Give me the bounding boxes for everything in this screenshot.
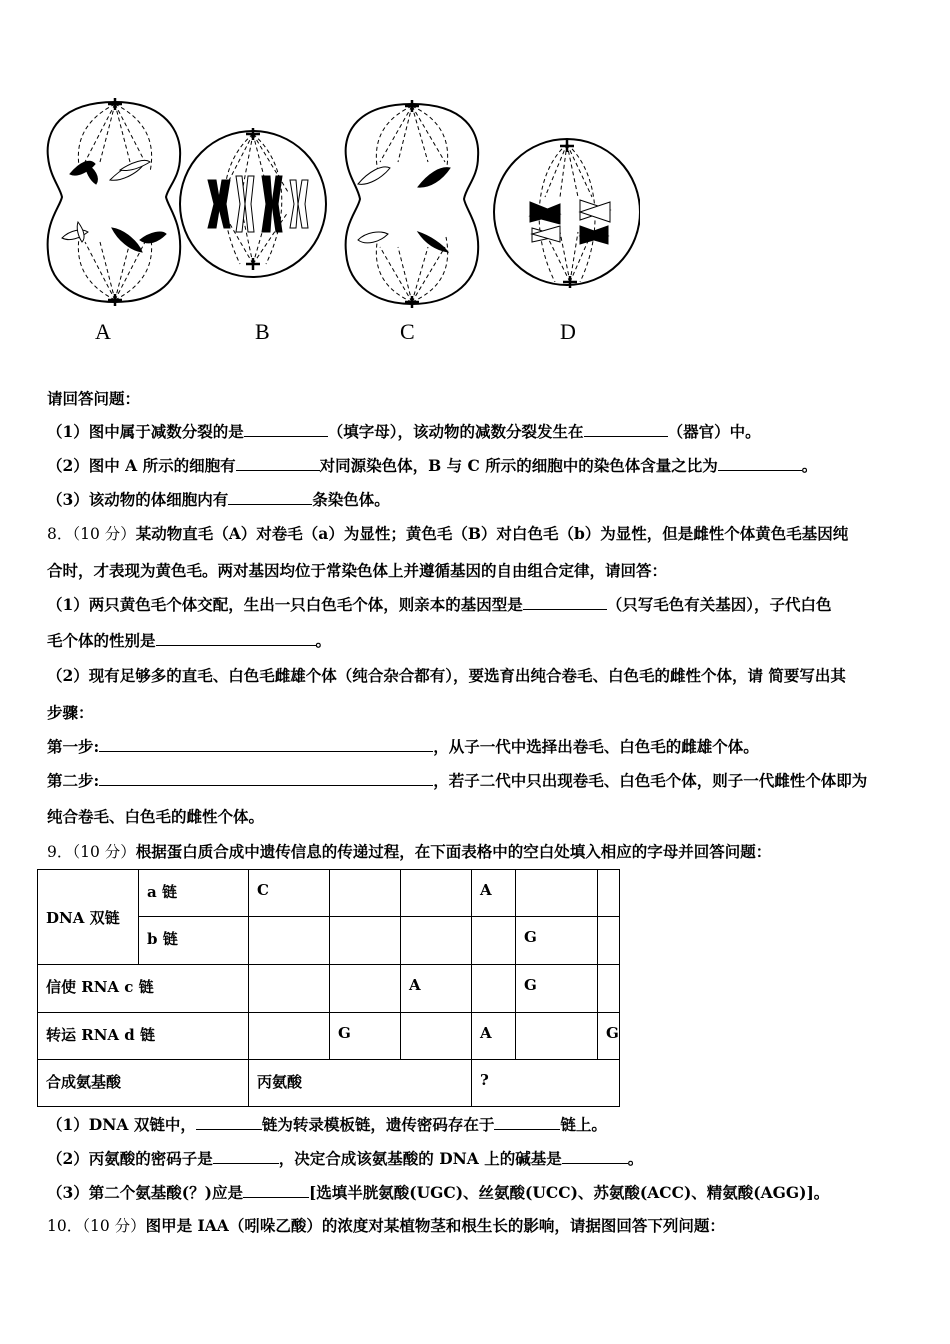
table-cell <box>330 870 401 917</box>
answer-blank[interactable] <box>562 1150 628 1164</box>
q8-part1-line2: 毛个体的性别是 。 <box>47 631 332 650</box>
q8-stem-line2: 合时，才表现为黄色毛。两对基因均位于常染色体上并遵循基因的自由组合定律，请回答： <box>47 561 668 580</box>
table-cell: G <box>516 965 598 1013</box>
answer-blank[interactable] <box>99 772 433 786</box>
answer-blank[interactable] <box>236 457 320 471</box>
q8-step1: 第一步: ，从子一代中选择出卷毛、白色毛的雌雄个体。 <box>47 737 759 756</box>
answer-blank[interactable] <box>228 491 312 505</box>
dna-label-cell: DNA 双链 <box>38 870 139 965</box>
table-cell <box>401 917 472 965</box>
q8-part2-line2: 步骤： <box>47 703 94 722</box>
table-cell <box>516 870 598 917</box>
table-cell: ? <box>472 1060 620 1107</box>
table-cell <box>598 965 620 1013</box>
answer-blank[interactable] <box>494 1116 560 1130</box>
q8-stem-line1: 8．（10 分）某动物直毛（A）对卷毛（a）为显性；黄色毛（B）对白色毛（b）为显性，但是雌性个体黄色毛基因纯 <box>47 524 849 543</box>
q10-stem: 10．（10 分）图甲是 IAA（吲哚乙酸）的浓度对某植物茎和根生长的影响，请据图回答下列问题： <box>47 1216 725 1235</box>
dna-table <box>37 869 620 1107</box>
q8-step2-cont: 纯合卷毛、白色毛的雌性个体。 <box>47 807 265 826</box>
cell-division-figure <box>40 92 640 352</box>
question-number: 10．（10 分） <box>47 1217 146 1235</box>
q8-part1-line1: （1）两只黄色毛个体交配，生出一只白色毛个体，则亲本的基因型是 （只写毛色有关基因），子代白色 <box>47 595 832 614</box>
c-chain-label: 信使 RNA c 链 <box>38 965 249 1013</box>
cell-diagrams <box>40 92 640 352</box>
intro-text: 请回答问题： <box>47 389 141 408</box>
q7-part2: （2）图中 A 所示的细胞有 对同源染色体，B 与 C 所示的细胞中的染色体含量之比为 。 <box>47 456 818 475</box>
table-cell: G <box>598 1013 620 1060</box>
fig-label-b: B <box>255 319 270 344</box>
table-cell <box>401 870 472 917</box>
answer-blank[interactable] <box>243 1184 309 1198</box>
q7-part1: （1）图中属于减数分裂的是 （填字母），该动物的减数分裂发生在 （器官）中。 <box>47 422 761 441</box>
table-cell <box>472 965 516 1013</box>
table-cell <box>249 1013 330 1060</box>
answer-blank[interactable] <box>584 423 668 437</box>
table-row <box>38 965 620 1013</box>
table-cell <box>330 965 401 1013</box>
answer-blank[interactable] <box>718 457 802 471</box>
answer-blank[interactable] <box>99 738 433 752</box>
table-row <box>38 1060 620 1107</box>
answer-blank[interactable] <box>156 632 316 646</box>
q8-step2: 第二步: ，若子二代中只出现卷毛、白色毛个体，则子一代雌性个体即为 <box>47 771 868 790</box>
b-chain-label: b 链 <box>139 917 249 965</box>
fig-label-c: C <box>400 319 415 344</box>
q9-part2: （2）丙氨酸的密码子是 ，决定合成该氨基酸的 DNA 上的碱基是 。 <box>47 1149 644 1168</box>
d-chain-label: 转运 RNA d 链 <box>38 1013 249 1060</box>
table-cell <box>598 917 620 965</box>
q9-stem: 9．（10 分）根据蛋白质合成中遗传信息的传递过程，在下面表格中的空白处填入相应的字母并回答问题： <box>47 842 772 861</box>
table-cell: G <box>516 917 598 965</box>
table-cell <box>472 917 516 965</box>
cell-a-outline <box>48 102 181 302</box>
q9-part1: （1）DNA 双链中， 链为转录模板链，遗传密码存在于 链上。 <box>47 1115 607 1134</box>
fig-label-a: A <box>95 319 111 344</box>
table-cell: C <box>249 870 330 917</box>
fig-label-d: D <box>560 319 576 344</box>
table-cell <box>330 917 401 965</box>
q9-part3: （3）第二个氨基酸(？)应是 [选填半胱氨酸(UGC)、丝氨酸(UCC)、苏氨酸(ACC)、精氨酸(AGG)]。 <box>47 1183 830 1202</box>
q7-part3: （3）该动物的体细胞内有 条染色体。 <box>47 490 390 509</box>
answer-blank[interactable] <box>523 596 607 610</box>
answer-blank[interactable] <box>213 1150 279 1164</box>
answer-blank[interactable] <box>196 1116 262 1130</box>
answer-blank[interactable] <box>244 423 328 437</box>
table-cell <box>598 870 620 917</box>
table-cell <box>249 965 330 1013</box>
question-number: 8．（10 分） <box>47 525 136 543</box>
amino-acid-label: 合成氨基酸 <box>38 1060 249 1107</box>
cell-c-outline <box>346 104 479 304</box>
table-cell: G <box>330 1013 401 1060</box>
table-cell <box>516 1013 598 1060</box>
table-cell: A <box>401 965 472 1013</box>
table-row <box>38 1013 620 1060</box>
table-cell <box>401 1013 472 1060</box>
q8-part2-line1: （2）现有足够多的直毛、白色毛雌雄个体（纯合杂合都有），要选育出纯合卷毛、白色毛的雌性个体，请 简要写出其 <box>47 666 846 685</box>
table-row <box>38 870 620 917</box>
table-cell: A <box>472 1013 516 1060</box>
table-cell: 丙氨酸 <box>249 1060 472 1107</box>
cell-d-outline <box>494 139 640 285</box>
question-number: 9．（10 分） <box>47 843 136 861</box>
a-chain-label: a 链 <box>139 870 249 917</box>
table-cell: A <box>472 870 516 917</box>
table-cell <box>249 917 330 965</box>
